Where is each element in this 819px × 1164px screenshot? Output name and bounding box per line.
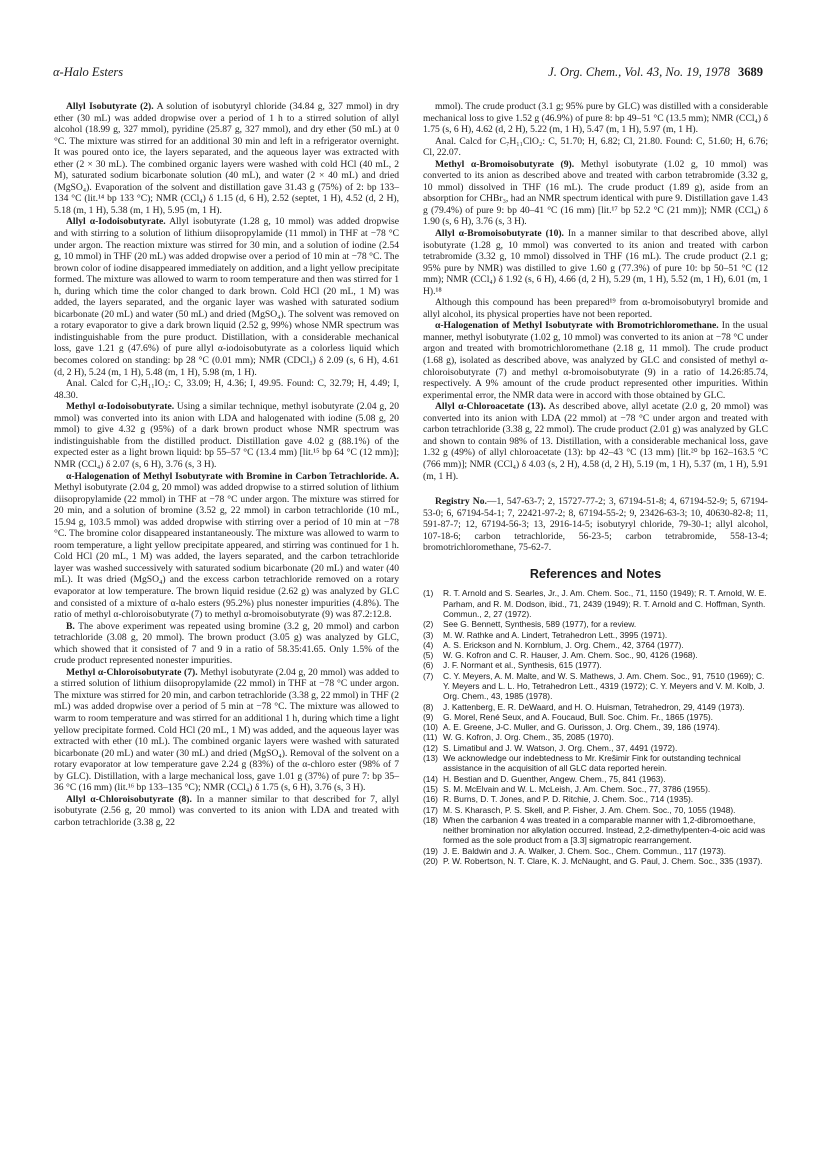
reference-text: M. W. Rathke and A. Lindert, Tetrahedron Lett., 3995 (1971).	[443, 629, 668, 640]
reference-number: (10)	[423, 722, 438, 733]
reference-number: (17)	[423, 804, 438, 815]
right-column-paragraphs	[423, 101, 768, 482]
section-heading: B.	[66, 620, 75, 632]
body-paragraph	[423, 320, 768, 401]
registry-text: —1, 547-63-7; 2, 15727-77-2; 3, 67194-51-8; 4, 67194-52-9; 5, 67194-53-0; 6, 67194-54-1; 7, 22421-97-2; 8, 67194-55-2; 9, 23426-63-3; 10, 40630-82-8; 11, 591-87-7; 12, 67194-56-3; 13, 2916-14-5; isobutyryl chloride, 79-30-1; allyl alcohol, 107-18-6; carbon tetrachloride, 56-23-5; carbon tetrabromide, 558-13-4; bromotrichloromethane, 75-62-7.	[423, 496, 769, 554]
paragraph-text: Using a similar technique, methyl isobutyrate (2.04 g, 20 mmol) was converted into its anion with LDA and halogenated with iodine (5.08 g, 20 mmol) to give 4.32 g (95%) of a dark brown product whose NMR spectrum was indistinguishable from the distilled product. Distillation gave 4.02 g (88.1%) of the expected ester as a light brown liquid: bp 55–57 °C (13.4 mm) [lit.¹⁵ bp 64 °C (12 mm)]; NMR (CCl₄) δ 2.07 (s, 6 H), 3.76 (s, 3 H).	[54, 401, 399, 470]
running-title: α-Halo Esters	[53, 65, 124, 79]
section-heading: Methyl α-Bromoisobutyrate (9).	[435, 158, 575, 170]
right-column	[423, 101, 768, 866]
reference-item	[423, 846, 768, 856]
reference-number: (9)	[423, 711, 434, 722]
reference-item	[423, 630, 768, 640]
reference-item	[423, 784, 768, 794]
body-paragraph	[423, 101, 768, 136]
reference-text: C. Y. Meyers, A. M. Malte, and W. S. Mathews, J. Am. Chem. Soc., 91, 7510 (1969); C. Y. Meyers and L. L. Ho, Tetrahedron Lett., 4319 (1972); C. Y. Meyers and V. M. Kolb, J. Org. Chem., 43, 1985 (1978).	[443, 670, 765, 702]
reference-item	[423, 650, 768, 660]
paragraph-text: Methyl isobutyrate (2.04 g, 20 mmol) was added to a stirred solution of lithium diisopropylamide (22 mmol) in THF at −78 °C under argon. The mixture was stirred for 20 min, and carbon tetrachloride (3.38 g, 22 mmol) in THF (2 mL) was added dropwise over a period of 5 min at −78 °C. The mixture was allowed to warm to room temperature and was stirred for an additional 1 h, during which time a light yellow precipitate formed. Cold HCl (20 mL, 1 M) was added, and the aqueous layer was extracted with ether (10 mL). The combined organic layers were washed with saturated bicarbonate (20 mL) and water (30 mL) and dried (MgSO₄). Removal of the solvent on a rotary evaporator at low temperature gave 2.24 g (83%) of the α-chloro ester (98% of 7 by GLC). Distillation, with a large mechanical loss, gave 1.01 g (37%) of pure 7: bp 35–36 °C (16 mm) (lit.¹⁶ bp 133–135 °C); NMR (CCl₄) δ 1.75 (s, 6 H), 3.76 (s, 3 H).	[54, 666, 400, 794]
body-paragraph	[54, 401, 399, 470]
reference-number: (7)	[423, 670, 434, 681]
reference-number: (16)	[423, 794, 438, 805]
registry-numbers	[423, 496, 768, 554]
reference-item	[423, 660, 768, 670]
reference-text: M. S. Kharasch, P. S. Skell, and P. Fisher, J. Am. Chem. Soc., 70, 1055 (1948).	[443, 804, 736, 815]
paragraph-text: Anal. Calcd for C₇H₁₁IO₂: C, 33.09; H, 4.36; I, 49.95. Found: C, 32.79; H, 4.49; I, 48.30.	[54, 378, 399, 401]
reference-item	[423, 815, 768, 846]
body-paragraph	[54, 101, 399, 216]
reference-number: (18)	[423, 814, 438, 825]
reference-text: J. E. Baldwin and J. A. Walker, J. Chem. Soc., Chem. Commun., 117 (1973).	[443, 845, 727, 856]
section-heading: Allyl Isobutyrate (2).	[66, 101, 154, 112]
body-paragraph	[54, 378, 399, 401]
reference-item	[423, 732, 768, 742]
body-paragraph	[423, 401, 768, 482]
paragraph-text: Anal. Calcd for C₇H₁₁ClO₂: C, 51.70; H, 6.82; Cl, 21.80. Found: C, 51.60; H, 6.76; Cl, 22.07.	[423, 135, 768, 159]
paragraph-text: A solution of isobutyryl chloride (34.84 g, 327 mmol) in dry ether (30 mL) was added dropwise over a period of 1 h to a stirred solution of allyl alcohol (18.99 g, 327 mmol), pyridine (25.87 g, 327 mmol), and dry ether (50 mL) at 0 °C. The mixture was stirred for an additional 30 min and left in a refrigerator overnight. It was poured onto ice, the layers separated, and the aqueous layer was extracted with ether (2 × 30 mL). The combined organic layers were washed with cold HCl (40 mL, 2 M), saturated sodium bicarbonate solution (40 mL), and water (2 × 40 mL) and dried (MgSO₄). Evaporation of the solvent and distillation gave 31.43 g (75%) of 2: bp 133–134 °C (lit.¹⁴ bp 133 °C); NMR (CCl₄) δ 1.15 (d, 6 H), 2.52 (septet, 1 H), 4.52 (d, 2 H), 5.18 (m, 1 H), 5.38 (m, 1 H), 5.95 (m, 1 H).	[54, 101, 399, 216]
reference-text: R. T. Arnold and S. Searles, Jr., J. Am. Chem. Soc., 71, 1150 (1949); R. T. Arnold, W. E. Parham, and R. M. Dodson, ibid., 71, 2439 (1949); R. T. Arnold and C. Hoffman, Synth. Commun., 2, 27 (1972).	[443, 588, 767, 619]
body-paragraph	[423, 136, 768, 159]
reference-number: (12)	[423, 742, 438, 753]
reference-item	[423, 702, 768, 712]
paragraph-text: mmol). The crude product (3.1 g; 95% pure by GLC) was distilled with a considerable mechanical loss to give 1.52 g (46.9%) of pure 8: bp 49–51 °C (13.5 mm); NMR (CCl₄) δ 1.75 (s, 6 H), 4.62 (d, 2 H), 5.22 (m, 1 H), 5.47 (m, 1 H), 5.97 (m, 1 H).	[423, 101, 768, 136]
paragraph-text: In a manner similar to that described for 7, allyl isobutyrate (2.56 g, 20 mmol) was converted to its anion with LDA and treated with carbon tetrachloride (3.38 g, 22	[54, 793, 399, 828]
reference-item	[423, 805, 768, 815]
reference-number: (1)	[423, 588, 434, 599]
reference-text: G. Morel, René Seux, and A. Foucaud, Bull. Soc. Chim. Fr., 1865 (1975).	[443, 711, 713, 722]
section-heading: Allyl α-Bromoisobutyrate (10).	[435, 228, 564, 240]
reference-text: A. S. Erickson and N. Kornblum, J. Org. Chem., 42, 3764 (1977).	[443, 639, 684, 650]
section-heading: Allyl α-Chloroisobutyrate (8).	[66, 793, 192, 805]
reference-text: P. W. Robertson, N. T. Clare, K. J. McNaught, and G. Paul, J. Chem. Soc., 335 (1937).	[443, 856, 763, 867]
paragraph-text: The above experiment was repeated using bromine (3.2 g, 20 mmol) and carbon tetrachloride (3.08 g, 20 mmol). The brown product (3.05 g) was analyzed by GLC, which showed that it consisted of 7 and 9 in a ratio of 58.35:41.65. Only 1.5% of the crude product represented nonester impurities.	[54, 620, 399, 667]
reference-text: S. M. McElvain and W. L. McLeish, J. Am. Chem. Soc., 77, 3786 (1955).	[443, 783, 711, 794]
reference-item	[423, 753, 768, 774]
journal-citation: J. Org. Chem., Vol. 43, No. 19, 1978	[548, 65, 730, 79]
reference-number: (5)	[423, 650, 434, 661]
paragraph-text: Although this compound has been prepared¹⁹ from α-bromoisobutyryl bromide and allyl alcohol, its physical properties have not been reported.	[423, 297, 768, 320]
reference-text: J. F. Normant et al., Synthesis, 615 (1977).	[443, 660, 602, 671]
paragraph-text: In the usual manner, methyl isobutyrate (1.02 g, 10 mmol) was converted to its anion at −78 °C under argon and treated with bromotrichloromethane (2.18 g, 11 mmol). The crude product (1.68 g), isolated as described above, was analyzed by GLC and consisted of methyl α-chloroisobutyrate (7) and methyl α-bromoisobutyrate (9) in a ratio of 14.26:85.74, respectively. A 9% amount of the crude product represented other impurities. Within experimental error, the NMR data were in accord with those obtained by GLC.	[423, 320, 768, 401]
reference-item	[423, 743, 768, 753]
section-heading: α-Halogenation of Methyl Isobutyrate with Bromotrichloromethane.	[435, 320, 719, 332]
reference-item	[423, 856, 768, 866]
reference-item	[423, 588, 768, 619]
body-paragraph	[54, 667, 399, 794]
reference-item	[423, 712, 768, 722]
body-paragraph	[54, 471, 399, 621]
reference-number: (15)	[423, 783, 438, 794]
reference-text: H. Bestian and D. Guenther, Angew. Chem., 75, 841 (1963).	[443, 773, 666, 784]
reference-text: A. E. Greene, J-C. Muller, and G. Ourisson, J. Org. Chem., 39, 186 (1974).	[443, 722, 720, 733]
reference-item	[423, 794, 768, 804]
section-heading: Allyl α-Chloroacetate (13).	[435, 401, 546, 413]
body-paragraph	[423, 159, 768, 228]
reference-number: (20)	[423, 856, 438, 867]
reference-number: (2)	[423, 619, 434, 630]
reference-text: We acknowledge our indebtedness to Mr. Krešimir Fink for outstanding technical assistance in the acquisition of all GLC data reported herein.	[443, 753, 741, 774]
body-paragraph	[54, 794, 399, 829]
body-paragraph	[54, 621, 399, 667]
reference-text: See G. Bennett, Synthesis, 589 (1977), for a review.	[443, 619, 637, 630]
reference-text: When the carbanion 4 was treated in a comparable manner with 1,2-dibromoethane, neither bromination nor alkylation occurred. Instead, 2,2-dimethylpenten-4-oic acid was formed as the sole product from a [3.3] sigmatropic rearrangement.	[443, 814, 766, 846]
reference-text: R. Burns, D. T. Jones, and P. D. Ritchie, J. Chem. Soc., 714 (1935).	[443, 794, 694, 805]
reference-number: (6)	[423, 660, 434, 671]
reference-item	[423, 619, 768, 629]
reference-number: (8)	[423, 701, 434, 712]
references-heading: References and Notes	[529, 566, 662, 581]
section-heading: α-Halogenation of Methyl Isobutyrate with Bromine in Carbon Tetrachloride. A.	[66, 470, 399, 482]
reference-number: (11)	[423, 732, 438, 743]
reference-number: (13)	[423, 753, 438, 764]
reference-number: (14)	[423, 773, 438, 784]
reference-item	[423, 774, 768, 784]
reference-item	[423, 722, 768, 732]
page-header	[548, 65, 763, 80]
reference-number: (4)	[423, 639, 434, 650]
reference-item	[423, 640, 768, 650]
body-paragraph	[423, 297, 768, 320]
reference-text: W. G. Kofron and C. R. Hauser, J. Am. Chem. Soc., 90, 4126 (1968).	[443, 650, 698, 661]
reference-text: W. G. Kofron, J. Org. Chem., 35, 2085 (1970).	[443, 732, 614, 743]
paragraph-text: Allyl isobutyrate (1.28 g, 10 mmol) was added dropwise and with stirring to a solution of lithium diisopropylamide (11 mmol) in THF at −78 °C under argon. The reaction mixture was stirred for 30 min, and a solution of iodine (2.54 g, 10 mmol) in THF (20 mL) was added dropwise over a period of 10 min at −78 °C. The brown color of iodine disappeared immediately on addition, and a light yellow precipitate formed. The mixture was allowed to warm to room temperature and then was stirred for 1 h, during which time the color changed to dark brown. Cold HCl (20 mL, 1 M) was added, the layers separated, and the organic layer was washed with saturated sodium bicarbonate (20 mL) and water (50 mL) and dried (MgSO₄). The solvent was removed on a rotary evaporator to give a dark brown liquid (2.52 g, 99%) whose NMR spectrum was indistinguishable from the pure product. Distillation, with a considerable mechanical loss, gave 1.21 g (47.6%) of pure allyl α-iodoisobutyrate as a colorless liquid which becomes colored on standing: bp 28 °C (0.01 mm); NMR (CDCl₃) δ 2.09 (s, 6 H), 4.61 (d, 2 H), 5.24 (m, 1 H), 5.48 (m, 1 H), 5.98 (m, 1 H).	[54, 216, 399, 378]
reference-number: (19)	[423, 845, 438, 856]
body-paragraph	[423, 228, 768, 297]
reference-number: (3)	[423, 629, 434, 640]
reference-item	[423, 671, 768, 702]
left-column	[54, 101, 399, 828]
body-paragraph	[54, 216, 399, 378]
reference-text: J. Kattenberg, E. R. DeWaard, and H. O. Huisman, Tetrahedron, 29, 4149 (1973).	[443, 701, 745, 712]
paragraph-text: In a manner similar to that described above, allyl isobutyrate (1.28 g, 10 mmol) was converted to its anion and treated with carbon tetrabromide (3.32 g, 10 mmol) dissolved in THF (16 mL). The crude product (2.1 g; 95% pure by NMR) was distilled to give 1.60 g (77.3%) of pure 10: bp 50–51 °C (12 mm); NMR (CCl₄) δ 1.92 (s, 6 H), 4.66 (d, 2 H), 5.29 (m, 1 H), 5.52 (m, 1 H), 6.01 (m, 1 H).¹⁸	[423, 228, 769, 297]
section-heading: Methyl α-Iodoisobutyrate.	[66, 401, 175, 413]
section-heading: Allyl α-Iodoisobutyrate.	[66, 216, 166, 228]
paragraph-text: As described above, allyl acetate (2.0 g, 20 mmol) was converted into its anion with LDA (22 mmol) at −78 °C under argon and treated with carbon tetrachloride (3.38 g, 22 mmol). The crude product (2.01 g) was analyzed by GLC and shown to contain 98% of 13. Distillation, with a considerable mechanical loss, gave 1.32 g (49%) of allyl chloroacetate (13): bp 42–43 °C (13 mm) [lit.²⁰ bp 162–163.5 °C (766 mm)]; NMR (CCl₄) δ 4.03 (s, 2 H), 4.58 (d, 2 H), 5.19 (m, 1 H), 5.37 (m, 1 H), 5.91 (m, 1 H).	[423, 401, 768, 482]
references-list	[423, 588, 768, 866]
reference-text: S. Limatibul and J. W. Watson, J. Org. Chem., 37, 4491 (1972).	[443, 742, 678, 753]
page-number: 3689	[738, 65, 763, 79]
registry-label: Registry No.	[435, 496, 487, 508]
paragraph-text: Methyl isobutyrate (1.02 g, 10 mmol) was converted to its anion as described above and treated with carbon tetrabromide (3.32 g, 10 mmol) dissolved in THF (16 mL). The crude product (1.89 g), aside from an absorption for CHBr₃, had an NMR spectrum identical with pure 9. Distillation gave 1.43 g (79.4%) of pure 9: bp 40–41 °C (16 mm) [lit.¹⁷ bp 52.2 °C (21 mm)]; NMR (CCl₄) δ 1.90 (s, 6 H), 3.76 (s, 3 H).	[423, 158, 768, 228]
paragraph-text: Methyl isobutyrate (2.04 g, 20 mmol) was added dropwise to a stirred solution of lithium diisopropylamide (22 mmol) in THF at −78 °C under argon. The mixture was stirred for 20 min, and a solution of bromine (3.52 g, 22 mmol) in carbon tetrachloride (10 mL, 15.94 g, 103.5 mmol) was added dropwise with stirring over a period of 10 min at −78 °C. The bromine color disappeared instantaneously. The mixture was allowed to warm to room temperature, a light yellow precipitate appeared, and stirring was continued for 1 h. Cold HCl (20 mL, 1 M) was added, the layers separated, and the carbon tetrachloride layer was washed successively with saturated sodium bicarbonate (20 mL) and water (40 mL). It was dried (MgSO₄) and the excess carbon tetrachloride removed on a rotary evaporator at low temperature. The brown liquid residue (2.62 g) was analyzed by GLC and consisted of a mixture of α-halo esters (95.2%) plus nonester impurities (4.8%). The ratio of methyl α-chloroisobutyrate (7) to methyl α-bromoisobutyrate (9) was 87.2:12.8.	[54, 482, 399, 621]
section-heading: Methyl α-Chloroisobutyrate (7).	[66, 666, 198, 678]
